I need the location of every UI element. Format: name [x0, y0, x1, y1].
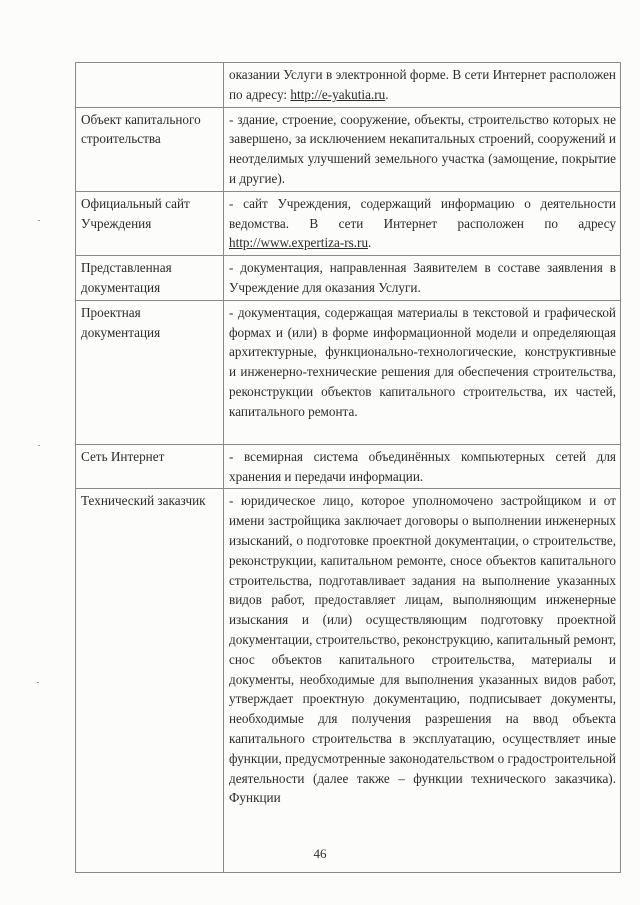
term-cell: Технический заказчик: [76, 489, 224, 873]
definition-text: оказании Услуги в электронной форме. В сети Интернет расположен по адресу:: [229, 67, 616, 102]
definition-cell: - документация, направленная Заявителем в составе заявления в Учреждение для оказания Услуги.: [224, 256, 621, 301]
term-cell: Проектная документация: [76, 300, 224, 444]
table-row: [76, 191, 621, 255]
term-cell: [76, 63, 224, 108]
term-cell: Официальный сайт Учреждения: [76, 191, 224, 255]
definitions-table: [75, 62, 621, 873]
definition-cell: [224, 63, 621, 108]
scan-speck: [38, 445, 40, 446]
definition-cell: - всемирная система объединённых компьютерных сетей для хранения и передачи информации.: [224, 444, 621, 489]
term-cell: Представленная документация: [76, 256, 224, 301]
definition-cell: [224, 191, 621, 255]
table-row: [76, 107, 621, 191]
table-row: [76, 300, 621, 444]
definition-text-end: .: [385, 86, 389, 102]
e-yakutia-link[interactable]: http://e-yakutia.ru: [290, 86, 386, 102]
definition-text-end: .: [368, 235, 372, 251]
definition-cell: - здание, строение, сооружение, объекты, строительство которых не завершено, за исключением некапитальных строений, сооружений и неотделимых улучшений земельного участка (замощение, покрытие и другие).: [224, 107, 621, 191]
definition-cell: - документация, содержащая материалы в текстовой и графической формах и (или) в форме информационной модели и определяющая архитектурные, функционально-технологические, конструктивные и инженерно-технические решения для обеспечения строительства, реконструкции объектов капитального строительства, их частей, капитального ремонта.: [224, 300, 621, 444]
definition-cell: - юридическое лицо, которое уполномочено застройщиком и от имени застройщика заключает договоры о выполнении инженерных изысканий, о подготовке проектной документации, о строительстве, реконструкции, капитальном ремонте, сносе объектов капитального строительства, подготавливает задания на выполнение указанных видов работ, предоставляет лицам, выполняющим инженерные изыскания и (или) осуществляющим подготовку проектной документации, строительство, реконструкцию, капитальный ремонт, снос объектов капитального строительства, материалы и документы, необходимые для выполнения указанных видов работ, утверждает проектную документацию, подписывает документы, необходимые для получения разрешения на ввод объекта капитального строительства в эксплуатацию, осуществляет иные функции, предусмотренные законодательством о градостроительной деятельности (далее также – функции технического заказчика). Функции: [224, 489, 621, 873]
scan-speck: [37, 682, 39, 683]
expertiza-link[interactable]: http://www.expertiza-rs.ru: [229, 235, 369, 251]
table-row: [76, 489, 621, 873]
table-row: [76, 63, 621, 108]
table-row: [76, 256, 621, 301]
term-cell: Сеть Интернет: [76, 444, 224, 489]
scan-speck: [38, 220, 40, 221]
term-cell: Объект капитального строительства: [76, 107, 224, 191]
definition-text: - сайт Учреждения, содержащий информацию о деятельности ведомства. В сети Интернет расположен по адресу: [229, 195, 616, 231]
table-row: [76, 444, 621, 489]
page-number: 46: [313, 846, 327, 861]
